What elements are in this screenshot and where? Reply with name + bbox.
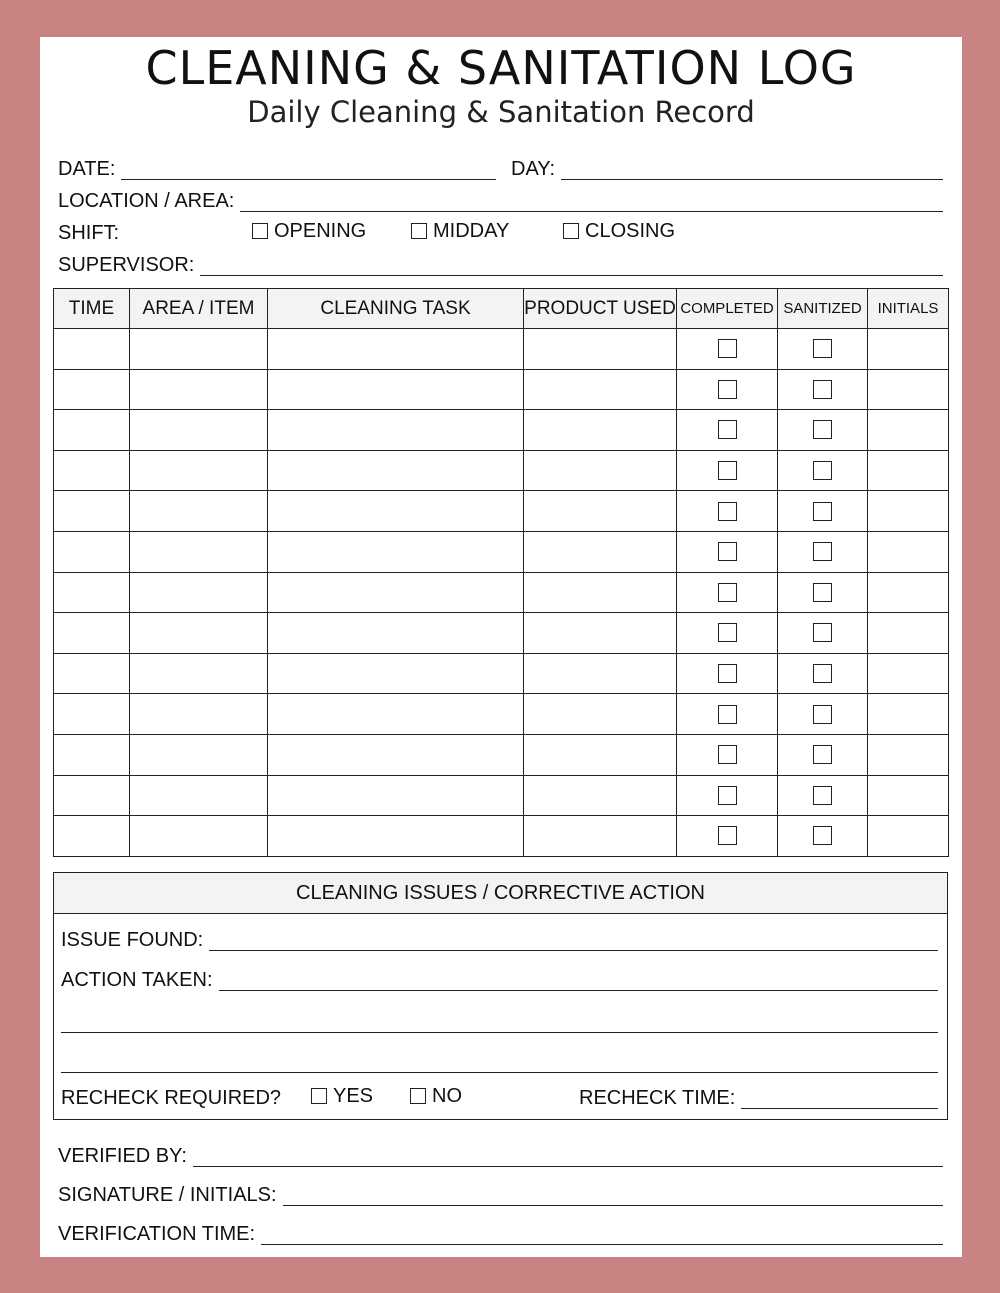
recheck-no-checkbox[interactable]	[410, 1088, 426, 1104]
action-taken-line-3[interactable]	[61, 1071, 938, 1073]
cell-area-item[interactable]	[130, 531, 268, 572]
cell-initials[interactable]	[868, 734, 949, 775]
recheck-time-field[interactable]	[579, 1083, 938, 1109]
date-label: DATE:	[58, 158, 116, 180]
signature-label: SIGNATURE / INITIALS:	[58, 1184, 277, 1206]
day-label: DAY:	[511, 158, 556, 180]
cell-cleaning-task[interactable]	[268, 775, 524, 816]
action-taken-field[interactable]	[61, 965, 938, 991]
table-row	[54, 816, 949, 857]
column-header-completed: COMPLETED	[677, 289, 778, 329]
sanitized-checkbox[interactable]	[813, 420, 832, 439]
table-row	[54, 572, 949, 613]
cell-time[interactable]	[54, 775, 130, 816]
shift-field	[58, 218, 218, 244]
verified-by-label: VERIFIED BY:	[58, 1145, 187, 1167]
cell-completed	[677, 369, 778, 410]
cell-area-item[interactable]	[130, 613, 268, 654]
cell-time[interactable]	[54, 410, 130, 451]
verified-by-line[interactable]	[193, 1146, 943, 1167]
sanitized-checkbox[interactable]	[813, 502, 832, 521]
page-title: CLEANING & SANITATION LOG	[145, 41, 857, 95]
column-header-cleaning-task: CLEANING TASK	[268, 289, 524, 329]
midday-label: MIDDAY	[433, 219, 510, 242]
cell-cleaning-task[interactable]	[268, 653, 524, 694]
cell-completed	[677, 734, 778, 775]
cell-completed	[677, 653, 778, 694]
location-line[interactable]	[240, 191, 943, 212]
cell-completed	[677, 775, 778, 816]
completed-checkbox[interactable]	[718, 502, 737, 521]
supervisor-label: SUPERVISOR:	[58, 254, 195, 276]
table-row	[54, 734, 949, 775]
cell-initials[interactable]	[868, 450, 949, 491]
cell-sanitized	[778, 775, 868, 816]
cell-sanitized	[778, 572, 868, 613]
table-row	[54, 491, 949, 532]
date-field[interactable]	[58, 154, 496, 180]
cell-sanitized	[778, 694, 868, 735]
completed-checkbox[interactable]	[718, 623, 737, 642]
cell-product-used[interactable]	[524, 816, 677, 857]
cell-product-used[interactable]	[524, 531, 677, 572]
table-row	[54, 531, 949, 572]
cell-initials[interactable]	[868, 531, 949, 572]
cell-time[interactable]	[54, 694, 130, 735]
cell-product-used[interactable]	[524, 613, 677, 654]
completed-checkbox[interactable]	[718, 542, 737, 561]
location-label: LOCATION / AREA:	[58, 190, 235, 212]
shift-option-closing[interactable]	[563, 218, 675, 244]
cleaning-log-table	[53, 288, 949, 857]
completed-checkbox[interactable]	[718, 786, 737, 805]
cell-product-used[interactable]	[524, 491, 677, 532]
cell-product-used[interactable]	[524, 653, 677, 694]
recheck-yes-checkbox[interactable]	[311, 1088, 327, 1104]
action-taken-line[interactable]	[219, 970, 938, 991]
table-header-row	[54, 289, 949, 329]
opening-label: OPENING	[274, 219, 367, 242]
cell-product-used[interactable]	[524, 572, 677, 613]
cell-completed	[677, 491, 778, 532]
recheck-no-label: NO	[432, 1084, 462, 1107]
corrective-action-section	[53, 872, 948, 1120]
date-line[interactable]	[121, 159, 496, 180]
recheck-yes-option[interactable]	[311, 1083, 373, 1109]
sanitized-checkbox[interactable]	[813, 380, 832, 399]
cell-cleaning-task[interactable]	[268, 369, 524, 410]
recheck-time-label: RECHECK TIME:	[579, 1087, 736, 1109]
issue-found-line[interactable]	[209, 930, 938, 951]
cell-area-item[interactable]	[130, 653, 268, 694]
completed-checkbox[interactable]	[718, 339, 737, 358]
sanitized-checkbox[interactable]	[813, 583, 832, 602]
sanitized-checkbox[interactable]	[813, 786, 832, 805]
day-line[interactable]	[561, 159, 943, 180]
cell-time[interactable]	[54, 531, 130, 572]
cell-area-item[interactable]	[130, 369, 268, 410]
cell-cleaning-task[interactable]	[268, 410, 524, 451]
cell-sanitized	[778, 613, 868, 654]
recheck-no-option[interactable]	[410, 1083, 462, 1109]
cell-initials[interactable]	[868, 329, 949, 370]
cell-cleaning-task[interactable]	[268, 491, 524, 532]
cell-area-item[interactable]	[130, 734, 268, 775]
cell-area-item[interactable]	[130, 329, 268, 370]
sanitized-checkbox[interactable]	[813, 461, 832, 480]
table-body	[54, 329, 949, 857]
cell-completed	[677, 816, 778, 857]
cell-product-used[interactable]	[524, 694, 677, 735]
cell-area-item[interactable]	[130, 491, 268, 532]
cell-time[interactable]	[54, 613, 130, 654]
cell-area-item[interactable]	[130, 572, 268, 613]
completed-checkbox[interactable]	[718, 705, 737, 724]
table-row	[54, 410, 949, 451]
action-taken-line-2[interactable]	[61, 1031, 938, 1033]
action-taken-label: ACTION TAKEN:	[61, 969, 213, 991]
cell-area-item[interactable]	[130, 775, 268, 816]
cell-time[interactable]	[54, 369, 130, 410]
table-row	[54, 775, 949, 816]
cell-area-item[interactable]	[130, 694, 268, 735]
table-row	[54, 329, 949, 370]
completed-checkbox[interactable]	[718, 380, 737, 399]
cell-product-used[interactable]	[524, 369, 677, 410]
completed-checkbox[interactable]	[718, 420, 737, 439]
cell-cleaning-task[interactable]	[268, 694, 524, 735]
issue-found-field[interactable]	[61, 925, 938, 951]
shift-option-opening[interactable]	[252, 218, 366, 244]
cell-initials[interactable]	[868, 613, 949, 654]
cell-initials[interactable]	[868, 775, 949, 816]
sanitized-checkbox[interactable]	[813, 745, 832, 764]
column-header-time: TIME	[54, 289, 130, 329]
sanitized-checkbox[interactable]	[813, 542, 832, 561]
cell-sanitized	[778, 410, 868, 451]
cell-cleaning-task[interactable]	[268, 531, 524, 572]
table-row	[54, 653, 949, 694]
page-subtitle: Daily Cleaning & Sanitation Record	[247, 95, 755, 129]
closing-label: CLOSING	[585, 219, 676, 242]
cell-product-used[interactable]	[524, 329, 677, 370]
sanitized-checkbox[interactable]	[813, 705, 832, 724]
cell-sanitized	[778, 531, 868, 572]
cell-initials[interactable]	[868, 369, 949, 410]
cell-cleaning-task[interactable]	[268, 329, 524, 370]
location-field[interactable]	[58, 186, 943, 212]
cell-product-used[interactable]	[524, 410, 677, 451]
cell-time[interactable]	[54, 816, 130, 857]
completed-checkbox[interactable]	[718, 826, 737, 845]
column-header-area-item: AREA / ITEM	[130, 289, 268, 329]
table-row	[54, 450, 949, 491]
shift-label: SHIFT:	[58, 222, 120, 244]
sanitized-checkbox[interactable]	[813, 826, 832, 845]
cell-completed	[677, 694, 778, 735]
log-sheet	[40, 37, 962, 1257]
cell-initials[interactable]	[868, 572, 949, 613]
cell-product-used[interactable]	[524, 734, 677, 775]
cell-initials[interactable]	[868, 653, 949, 694]
cell-completed	[677, 329, 778, 370]
cell-sanitized	[778, 734, 868, 775]
issue-found-label: ISSUE FOUND:	[61, 929, 204, 951]
signature-field[interactable]	[58, 1180, 943, 1206]
corrective-action-heading: CLEANING ISSUES / CORRECTIVE ACTION	[54, 873, 947, 914]
day-field[interactable]	[511, 154, 943, 180]
cell-cleaning-task[interactable]	[268, 450, 524, 491]
recheck-yes-label: YES	[333, 1084, 374, 1107]
cell-product-used[interactable]	[524, 450, 677, 491]
signature-line[interactable]	[283, 1185, 943, 1206]
cell-cleaning-task[interactable]	[268, 572, 524, 613]
column-header-sanitized: SANITIZED	[778, 289, 868, 329]
opening-checkbox[interactable]	[252, 223, 268, 239]
cell-cleaning-task[interactable]	[268, 613, 524, 654]
cell-initials[interactable]	[868, 410, 949, 451]
cell-time[interactable]	[54, 734, 130, 775]
cell-sanitized	[778, 816, 868, 857]
supervisor-field[interactable]	[58, 250, 943, 276]
sanitized-checkbox[interactable]	[813, 623, 832, 642]
verification-time-label: VERIFICATION TIME:	[58, 1223, 256, 1245]
cell-sanitized	[778, 653, 868, 694]
cell-time[interactable]	[54, 329, 130, 370]
closing-checkbox[interactable]	[563, 223, 579, 239]
cell-sanitized	[778, 450, 868, 491]
cell-area-item[interactable]	[130, 816, 268, 857]
verified-by-field[interactable]	[58, 1141, 943, 1167]
verification-time-field[interactable]	[58, 1219, 943, 1245]
cell-time[interactable]	[54, 653, 130, 694]
cell-time[interactable]	[54, 491, 130, 532]
cell-completed	[677, 450, 778, 491]
cell-initials[interactable]	[868, 491, 949, 532]
cell-time[interactable]	[54, 572, 130, 613]
table-row	[54, 369, 949, 410]
sanitized-checkbox[interactable]	[813, 339, 832, 358]
verification-time-line[interactable]	[261, 1224, 943, 1245]
midday-checkbox[interactable]	[411, 223, 427, 239]
recheck-required-field	[61, 1083, 301, 1109]
cell-time[interactable]	[54, 450, 130, 491]
completed-checkbox[interactable]	[718, 745, 737, 764]
cell-sanitized	[778, 329, 868, 370]
table-row	[54, 694, 949, 735]
cell-cleaning-task[interactable]	[268, 734, 524, 775]
cell-cleaning-task[interactable]	[268, 816, 524, 857]
cell-initials[interactable]	[868, 816, 949, 857]
sanitized-checkbox[interactable]	[813, 664, 832, 683]
shift-option-midday[interactable]	[411, 218, 509, 244]
supervisor-line[interactable]	[200, 255, 943, 276]
cell-area-item[interactable]	[130, 410, 268, 451]
recheck-time-line[interactable]	[741, 1088, 938, 1109]
cell-initials[interactable]	[868, 694, 949, 735]
cell-sanitized	[778, 369, 868, 410]
cell-completed	[677, 531, 778, 572]
cell-completed	[677, 410, 778, 451]
cell-completed	[677, 613, 778, 654]
column-header-initials: INITIALS	[868, 289, 949, 329]
cell-completed	[677, 572, 778, 613]
cell-product-used[interactable]	[524, 775, 677, 816]
column-header-product-used: PRODUCT USED	[524, 289, 677, 329]
cell-area-item[interactable]	[130, 450, 268, 491]
completed-checkbox[interactable]	[718, 583, 737, 602]
completed-checkbox[interactable]	[718, 461, 737, 480]
cell-sanitized	[778, 491, 868, 532]
table-row	[54, 613, 949, 654]
completed-checkbox[interactable]	[718, 664, 737, 683]
recheck-required-label: RECHECK REQUIRED?	[61, 1087, 282, 1109]
